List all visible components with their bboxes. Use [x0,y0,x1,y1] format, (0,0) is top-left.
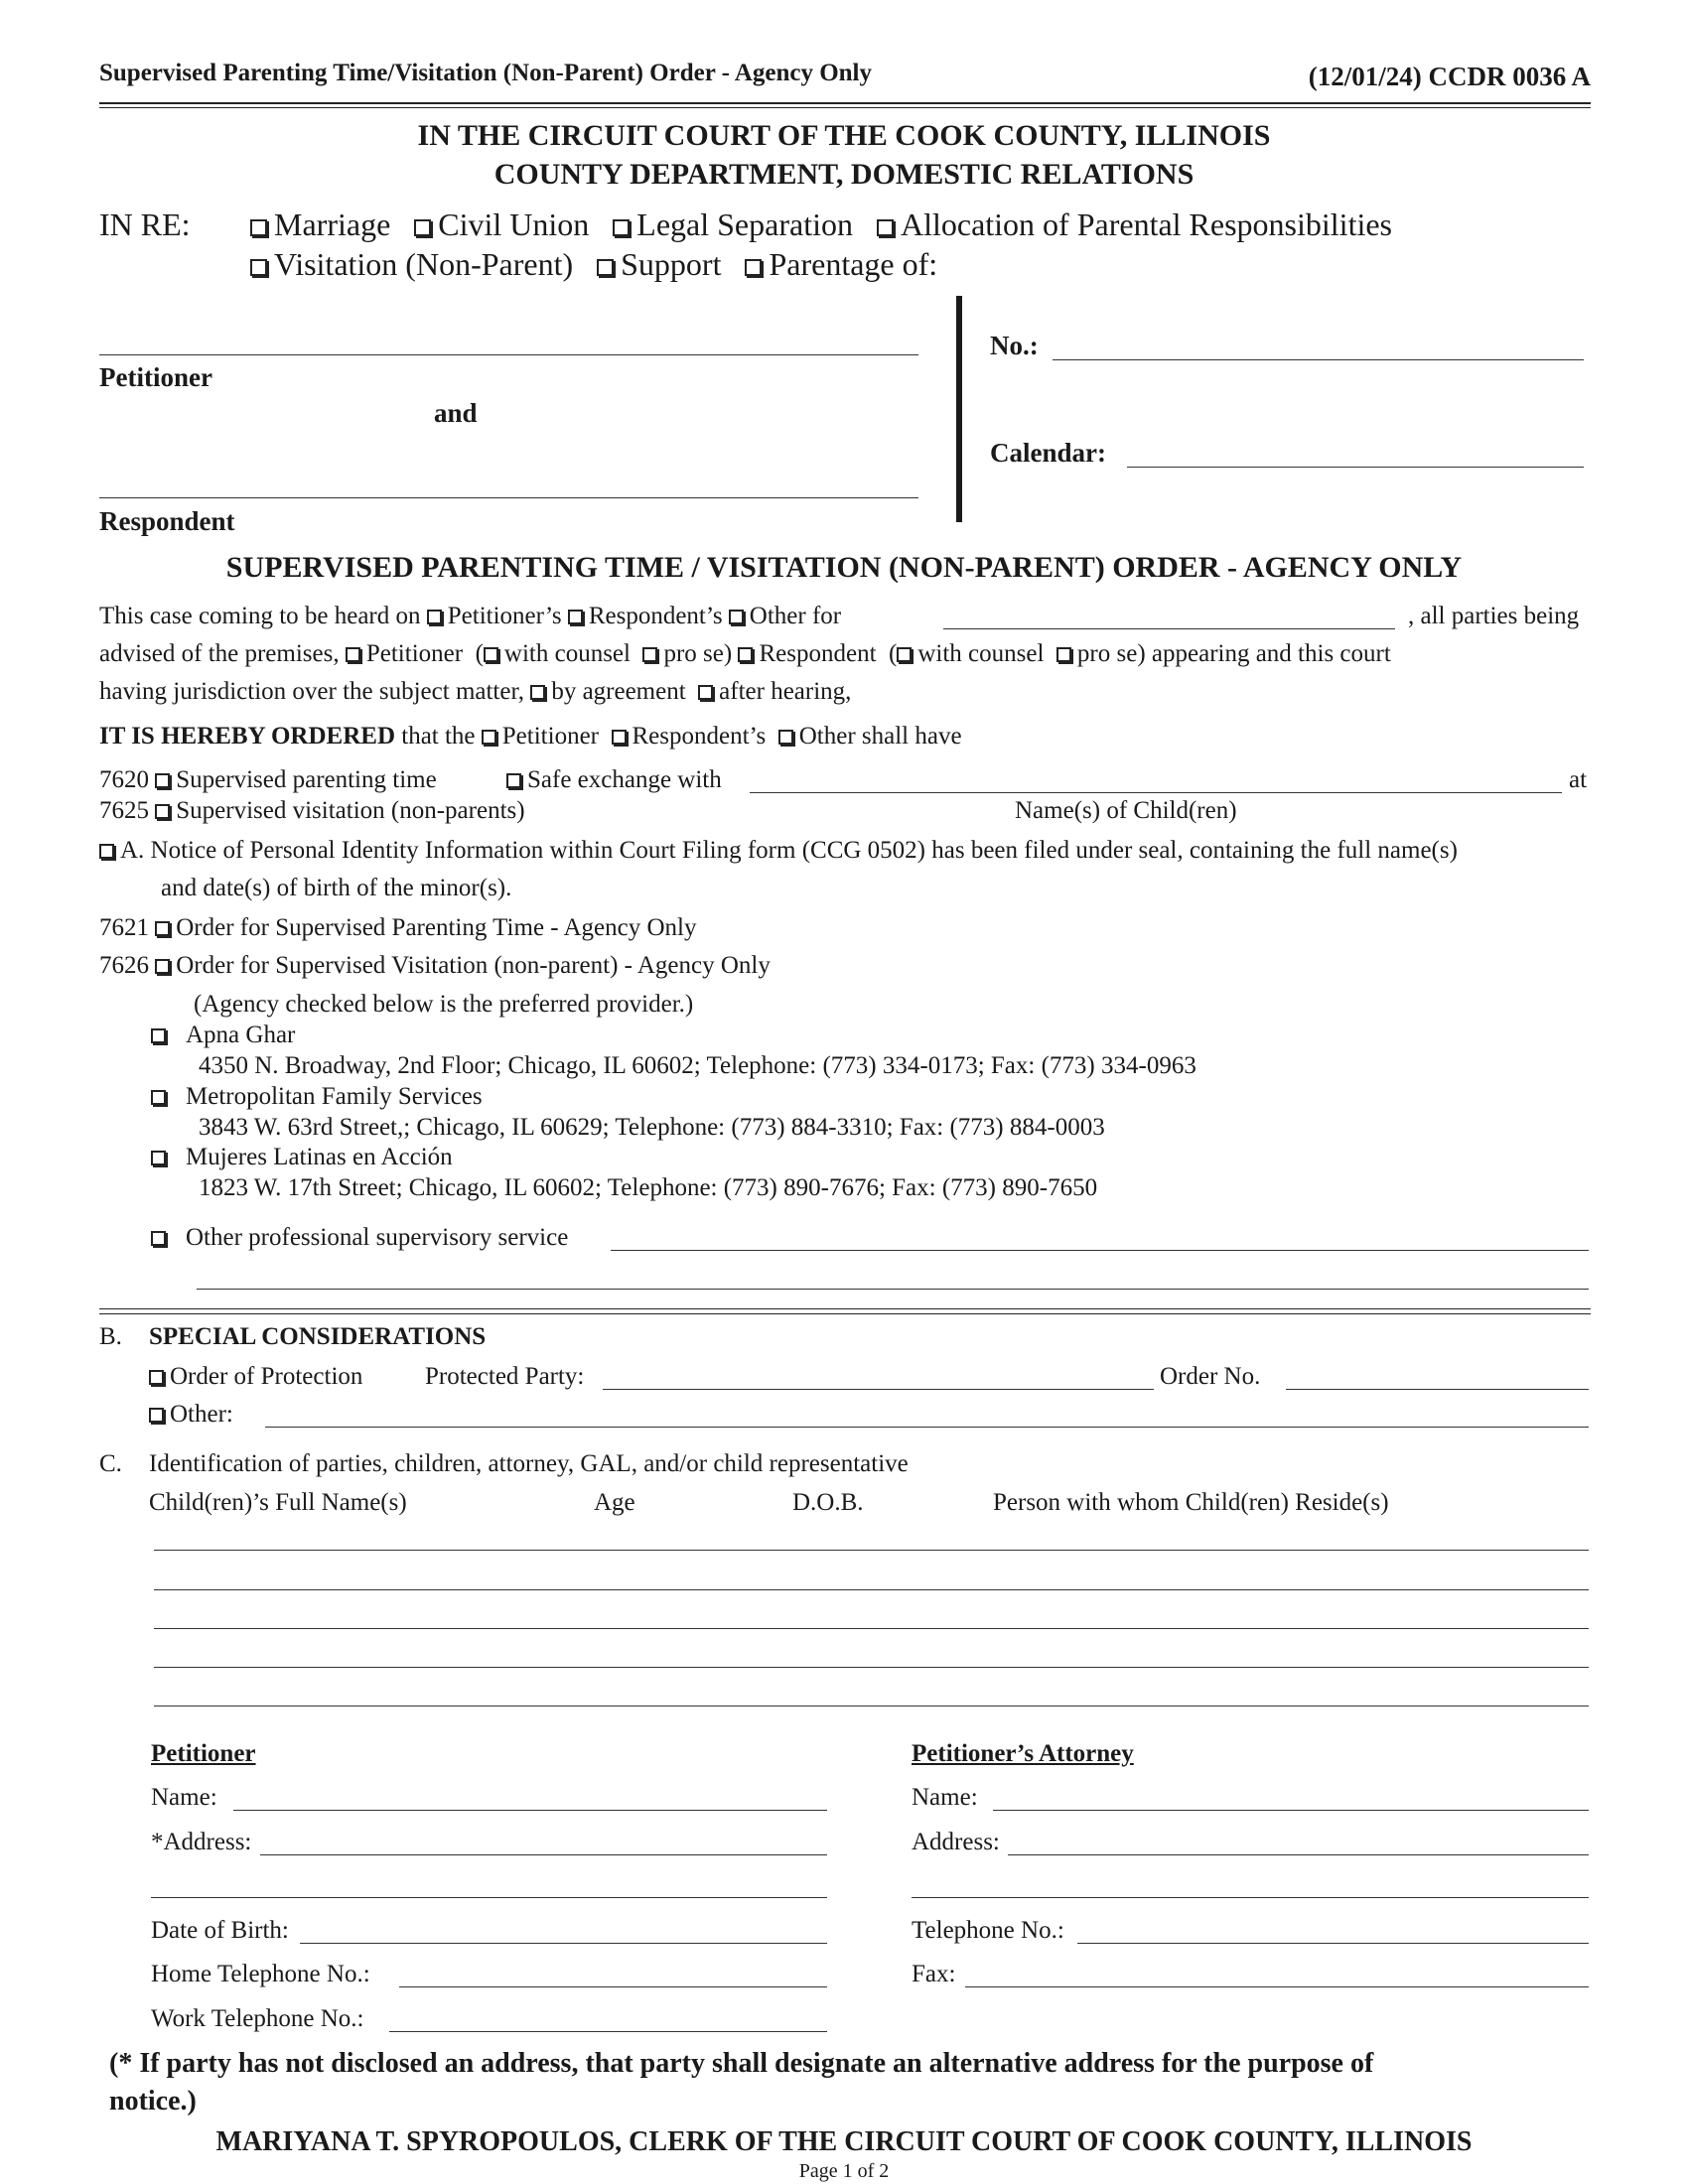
attorney-address-label: Address: [912,1829,1000,1855]
ordered-respondents-checkbox[interactable]: Respondent’s [612,723,767,750]
in-re-label: IN RE: [99,206,191,242]
civil-union-checkbox[interactable]: Civil Union [414,206,589,242]
child-row-line[interactable] [154,1550,1589,1551]
supervised-parenting-time-checkbox[interactable]: Supervised parenting time [155,766,436,793]
attorney-address-field-2[interactable] [912,1897,1589,1898]
calendar-field[interactable] [1127,467,1584,468]
court-title-line2: COUNTY DEPARTMENT, DOMESTIC RELATIONS [493,158,1195,191]
other-service-field[interactable] [611,1250,1589,1251]
after-hearing-checkbox[interactable]: after hearing, [698,678,851,705]
caption-divider [956,296,962,522]
by-agreement-checkbox[interactable]: by agreement [530,678,685,705]
intro-line1: This case coming to be heard on Petitioner’s Respondent’s Other for [99,603,842,629]
petitioner-address-field[interactable] [260,1854,827,1855]
intro-all-parties: , all parties being [1408,603,1580,629]
other-consideration-field[interactable] [265,1427,1589,1428]
other-consideration-checkbox[interactable]: Other: [149,1401,233,1429]
order-no-label: Order No. [1160,1363,1261,1390]
at-label: at [1569,766,1588,793]
allocation-checkbox[interactable]: Allocation of Parental Responsibilities [877,206,1392,242]
form-code: (12/01/24) CCDR 0036 A [1308,62,1591,91]
petitioner-work-phone-field[interactable] [389,2031,827,2032]
attorney-telephone-field[interactable] [1077,1943,1589,1944]
order-parenting-agency-checkbox[interactable]: Order for Supervised Parenting Time - Agency Only [155,914,696,941]
notice-a-line2: and date(s) of birth of the minor(s). [161,875,512,901]
child-row-line[interactable] [154,1628,1589,1629]
section-c-letter: C. [99,1450,122,1477]
agency-apna-ghar-address: 4350 N. Broadway, 2nd Floor; Chicago, IL 60602; Telephone: (773) 334-0173; Fax: (773) 334-0963 [199,1052,1196,1079]
intro-line3: having jurisdiction over the subject matter, by agreement after hearing, [99,678,852,705]
other-for-checkbox[interactable]: Other for [729,603,841,629]
petitioner-dob-label: Date of Birth: [151,1917,289,1944]
attorney-address-field[interactable] [1008,1854,1589,1855]
support-checkbox[interactable]: Support [597,246,721,282]
ordered-petitioner-checkbox[interactable]: Petitioner [482,723,599,750]
attorney-heading: Petitioner’s Attorney [912,1740,1134,1767]
calendar-label: Calendar: [990,438,1106,468]
notice-a-checkbox[interactable]: A. Notice of Personal Identity Information within Court Filing form (CCG 0502) has been filed under seal, containing the full name(s) [99,837,1458,865]
footnote-line2: notice.) [109,2086,197,2116]
other-service-field-2[interactable] [197,1289,1589,1290]
petitioner-home-phone-label: Home Telephone No.: [151,1961,370,1987]
footnote-line1: (* If party has not disclosed an address, that party shall designate an alternative address for the purpose of [109,2048,1374,2079]
respondent-pro-se-checkbox[interactable]: pro se) [1056,640,1146,667]
intro-line2: advised of the premises, Petitioner ( with counsel pro se) Respondent ( with counsel pro se) appearing and this court [99,640,1391,667]
section-b-rule [99,1308,1591,1314]
clerk-name: MARIYANA T. SPYROPOULOS, CLERK OF THE CIRCUIT COURT OF COOK COUNTY, ILLINOIS [215,2126,1473,2157]
in-re-row2 [250,246,937,283]
preferred-provider-note: (Agency checked below is the preferred provider.) [194,991,694,1018]
petitioner-appearing-checkbox[interactable]: Petitioner [346,640,463,667]
safe-exchange-checkbox[interactable]: Safe exchange with [506,766,722,794]
ordered-other-checkbox[interactable]: Other shall have [778,723,962,750]
marriage-checkbox[interactable]: Marriage [250,206,390,242]
section-b-letter: B. [99,1323,122,1350]
attorney-fax-field[interactable] [965,1986,1589,1987]
legal-separation-checkbox[interactable]: Legal Separation [613,206,853,242]
order-of-protection-checkbox[interactable]: Order of Protection [149,1363,362,1391]
petitioner-home-phone-field[interactable] [399,1986,827,1987]
agency-metropolitan-address: 3843 W. 63rd Street,; Chicago, IL 60629; Telephone: (773) 884-3310; Fax: (773) 884-0003 [199,1114,1105,1141]
code-7621-row: 7621 Order for Supervised Parenting Time - Agency Only [99,914,697,941]
respondent-name-line[interactable] [99,497,918,498]
ordered-line: IT IS HEREBY ORDERED that the Petitioner Respondent’s Other shall have [99,723,962,750]
col-resides: Person with whom Child(ren) Reside(s) [993,1489,1389,1516]
case-no-field[interactable] [1053,359,1584,360]
agency-apna-ghar[interactable]: Apna Ghar [151,1022,295,1049]
respondent-with-counsel-checkbox[interactable]: with counsel [897,640,1044,667]
petitioner-name-label: Name: [151,1784,217,1811]
petitioner-with-counsel-checkbox[interactable]: with counsel [484,640,631,667]
petitioners-checkbox[interactable]: Petitioner’s [427,603,562,629]
children-names-field[interactable] [750,792,1562,793]
petitioner-dob-field[interactable] [300,1943,827,1944]
petitioner-address-label: *Address: [151,1829,252,1855]
petitioner-address-field-2[interactable] [151,1897,827,1898]
respondent-caption: Respondent [99,506,235,536]
respondents-checkbox[interactable]: Respondent’s [568,603,723,629]
child-row-line[interactable] [154,1667,1589,1668]
code-7625-row: 7625 Supervised visitation (non-parents) [99,797,525,824]
children-names-caption: Name(s) of Child(ren) [1015,797,1237,824]
other-service-checkbox[interactable]: Other professional supervisory service [151,1224,568,1252]
code-7626-row: 7626 Order for Supervised Visitation (non-parent) - Agency Only [99,952,771,979]
respondent-appearing-checkbox[interactable]: Respondent [738,640,876,667]
order-title: SUPERVISED PARENTING TIME / VISITATION (NON-PARENT) ORDER - AGENCY ONLY [225,551,1463,584]
attorney-telephone-label: Telephone No.: [912,1917,1064,1944]
petitioner-caption: Petitioner [99,362,212,392]
parentage-checkbox[interactable]: Parentage of: [745,246,937,282]
petitioner-name-line[interactable] [99,354,918,355]
petitioner-heading: Petitioner [151,1740,256,1767]
case-no-label: No.: [990,331,1039,360]
and-caption: and [434,398,478,428]
protected-party-label: Protected Party: [425,1363,585,1390]
col-child-name: Child(ren)’s Full Name(s) [149,1489,407,1516]
visitation-checkbox[interactable]: Visitation (Non-Parent) [250,246,573,282]
agency-mujeres-latinas[interactable]: Mujeres Latinas en Acción [151,1144,453,1171]
agency-metropolitan[interactable]: Metropolitan Family Services [151,1083,483,1111]
petitioner-pro-se-checkbox[interactable]: pro se) [642,640,732,667]
page-number: Page 1 of 2 [798,2160,890,2182]
attorney-name-label: Name: [912,1784,978,1811]
code-7620-row: 7620 Supervised parenting time [99,766,437,793]
section-b-title: SPECIAL CONSIDERATIONS [149,1323,487,1350]
other-for-field[interactable] [943,628,1395,629]
supervised-visitation-checkbox[interactable]: Supervised visitation (non-parents) [155,797,524,824]
header-rule [99,102,1591,108]
order-no-field[interactable] [1286,1389,1589,1390]
col-age: Age [594,1489,635,1516]
order-visitation-agency-checkbox[interactable]: Order for Supervised Visitation (non-parent) - Agency Only [155,952,771,979]
court-title-line1: IN THE CIRCUIT COURT OF THE COOK COUNTY, ILLINOIS [417,119,1271,152]
section-c-title: Identification of parties, children, attorney, GAL, and/or child representative [149,1450,909,1477]
attorney-fax-label: Fax: [912,1961,956,1987]
child-row-line[interactable] [154,1589,1589,1590]
in-re-row1 [250,206,1392,243]
petitioner-work-phone-label: Work Telephone No.: [151,2005,364,2032]
form-title: Supervised Parenting Time/Visitation (Non-Parent) Order - Agency Only [99,60,873,86]
agency-mujeres-latinas-address: 1823 W. 17th Street; Chicago, IL 60602; Telephone: (773) 890-7676; Fax: (773) 890-7650 [199,1174,1098,1201]
col-dob: D.O.B. [792,1489,864,1516]
protected-party-field[interactable] [603,1389,1154,1390]
petitioner-name-field[interactable] [233,1810,827,1811]
attorney-name-field[interactable] [993,1810,1589,1811]
